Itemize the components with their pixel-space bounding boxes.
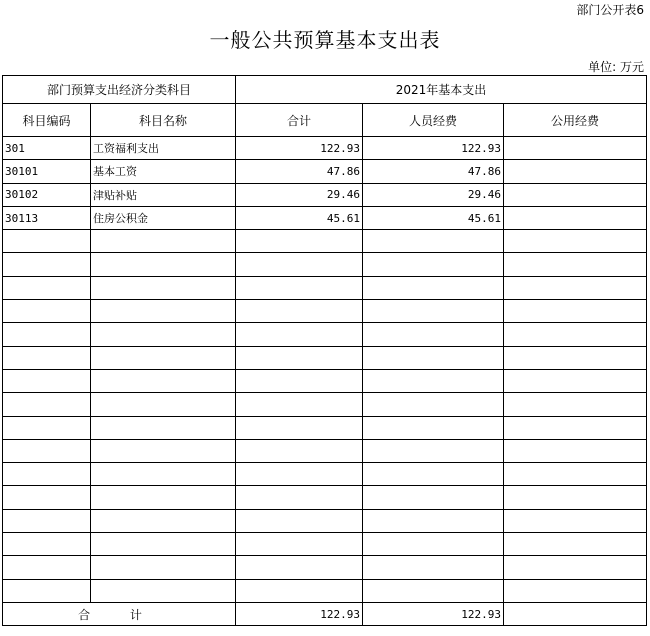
header-personnel: 人员经费 — [363, 104, 504, 137]
table-row — [3, 160, 647, 183]
empty-table-row — [3, 323, 647, 346]
empty-table-row — [3, 556, 647, 579]
empty-cell — [91, 393, 236, 416]
empty-table-row — [3, 230, 647, 253]
empty-cell — [504, 323, 647, 346]
empty-table-row — [3, 369, 647, 392]
header-public: 公用经费 — [504, 104, 647, 137]
empty-table-row — [3, 579, 647, 602]
empty-table-row — [3, 439, 647, 462]
empty-cell — [91, 556, 236, 579]
empty-cell — [236, 579, 363, 602]
empty-cell — [236, 486, 363, 509]
total-label: 合 计 — [3, 602, 236, 625]
empty-cell — [91, 463, 236, 486]
cell-public — [504, 206, 647, 229]
empty-cell — [3, 579, 91, 602]
empty-cell — [363, 393, 504, 416]
cell-name: 津贴补贴 — [91, 183, 236, 206]
empty-cell — [3, 556, 91, 579]
empty-cell — [91, 253, 236, 276]
budget-table — [2, 75, 647, 626]
empty-table-row — [3, 463, 647, 486]
empty-cell — [236, 533, 363, 556]
empty-cell — [3, 393, 91, 416]
empty-cell — [91, 533, 236, 556]
empty-cell — [236, 276, 363, 299]
empty-cell — [363, 276, 504, 299]
cell-public — [504, 160, 647, 183]
empty-cell — [363, 346, 504, 369]
empty-cell — [504, 300, 647, 323]
table-number-note: 部门公开表6 — [576, 3, 644, 17]
empty-cell — [236, 439, 363, 462]
empty-cell — [504, 439, 647, 462]
empty-table-row — [3, 346, 647, 369]
header-name: 科目名称 — [91, 104, 236, 137]
empty-cell — [91, 230, 236, 253]
empty-cell — [236, 556, 363, 579]
empty-cell — [236, 323, 363, 346]
empty-cell — [504, 556, 647, 579]
empty-cell — [504, 276, 647, 299]
empty-cell — [91, 509, 236, 532]
empty-cell — [504, 230, 647, 253]
empty-cell — [236, 416, 363, 439]
empty-cell — [91, 300, 236, 323]
empty-cell — [236, 463, 363, 486]
cell-total: 29.46 — [236, 183, 363, 206]
cell-personnel: 47.86 — [363, 160, 504, 183]
empty-cell — [3, 323, 91, 346]
total-row — [3, 602, 647, 625]
empty-table-row — [3, 486, 647, 509]
unit-label: 单位: 万元 — [588, 60, 644, 74]
empty-cell — [91, 323, 236, 346]
empty-cell — [236, 230, 363, 253]
empty-table-row — [3, 276, 647, 299]
empty-table-row — [3, 253, 647, 276]
total-sum: 122.93 — [236, 602, 363, 625]
empty-cell — [91, 416, 236, 439]
empty-cell — [363, 439, 504, 462]
header-column-row — [3, 104, 647, 137]
empty-cell — [363, 556, 504, 579]
header-group-row — [3, 76, 647, 104]
empty-cell — [236, 253, 363, 276]
empty-table-row — [3, 393, 647, 416]
header-total: 合计 — [236, 104, 363, 137]
empty-cell — [504, 393, 647, 416]
cell-public — [504, 137, 647, 160]
cell-code: 30101 — [3, 160, 91, 183]
empty-cell — [363, 533, 504, 556]
empty-cell — [363, 300, 504, 323]
table-row — [3, 137, 647, 160]
total-personnel: 122.93 — [363, 602, 504, 625]
empty-cell — [91, 369, 236, 392]
cell-public — [504, 183, 647, 206]
empty-cell — [504, 369, 647, 392]
empty-cell — [236, 509, 363, 532]
empty-cell — [236, 393, 363, 416]
empty-cell — [504, 509, 647, 532]
empty-cell — [3, 509, 91, 532]
empty-cell — [363, 416, 504, 439]
empty-cell — [504, 486, 647, 509]
empty-cell — [3, 276, 91, 299]
empty-cell — [3, 230, 91, 253]
empty-cell — [363, 369, 504, 392]
empty-table-row — [3, 533, 647, 556]
table-row — [3, 183, 647, 206]
empty-table-row — [3, 300, 647, 323]
empty-cell — [363, 323, 504, 346]
cell-personnel: 122.93 — [363, 137, 504, 160]
empty-cell — [3, 533, 91, 556]
empty-table-row — [3, 509, 647, 532]
empty-cell — [363, 253, 504, 276]
page-title: 一般公共预算基本支出表 — [209, 28, 441, 52]
cell-name: 工资福利支出 — [91, 137, 236, 160]
empty-cell — [236, 369, 363, 392]
empty-cell — [3, 439, 91, 462]
cell-total: 47.86 — [236, 160, 363, 183]
empty-cell — [91, 579, 236, 602]
empty-cell — [363, 486, 504, 509]
table-row — [3, 206, 647, 229]
empty-cell — [3, 253, 91, 276]
empty-cell — [504, 253, 647, 276]
empty-cell — [91, 346, 236, 369]
empty-cell — [3, 300, 91, 323]
empty-table-row — [3, 416, 647, 439]
empty-cell — [363, 230, 504, 253]
cell-personnel: 45.61 — [363, 206, 504, 229]
empty-cell — [363, 463, 504, 486]
empty-cell — [363, 579, 504, 602]
empty-rows — [3, 230, 647, 603]
cell-name: 住房公积金 — [91, 206, 236, 229]
header-group-classification: 部门预算支出经济分类科目 — [3, 76, 236, 104]
cell-code: 30113 — [3, 206, 91, 229]
empty-cell — [3, 486, 91, 509]
cell-code: 30102 — [3, 183, 91, 206]
empty-cell — [236, 346, 363, 369]
empty-cell — [504, 579, 647, 602]
empty-cell — [3, 369, 91, 392]
empty-cell — [3, 346, 91, 369]
empty-cell — [504, 416, 647, 439]
empty-cell — [504, 463, 647, 486]
header-code: 科目编码 — [3, 104, 91, 137]
total-public — [504, 602, 647, 625]
empty-cell — [91, 486, 236, 509]
cell-code: 301 — [3, 137, 91, 160]
empty-cell — [504, 346, 647, 369]
cell-total: 45.61 — [236, 206, 363, 229]
empty-cell — [236, 300, 363, 323]
header-group-basic-expenditure: 2021年基本支出 — [236, 76, 647, 104]
cell-total: 122.93 — [236, 137, 363, 160]
empty-cell — [91, 439, 236, 462]
cell-personnel: 29.46 — [363, 183, 504, 206]
empty-cell — [363, 509, 504, 532]
empty-cell — [91, 276, 236, 299]
empty-cell — [3, 463, 91, 486]
cell-name: 基本工资 — [91, 160, 236, 183]
empty-cell — [3, 416, 91, 439]
empty-cell — [504, 533, 647, 556]
